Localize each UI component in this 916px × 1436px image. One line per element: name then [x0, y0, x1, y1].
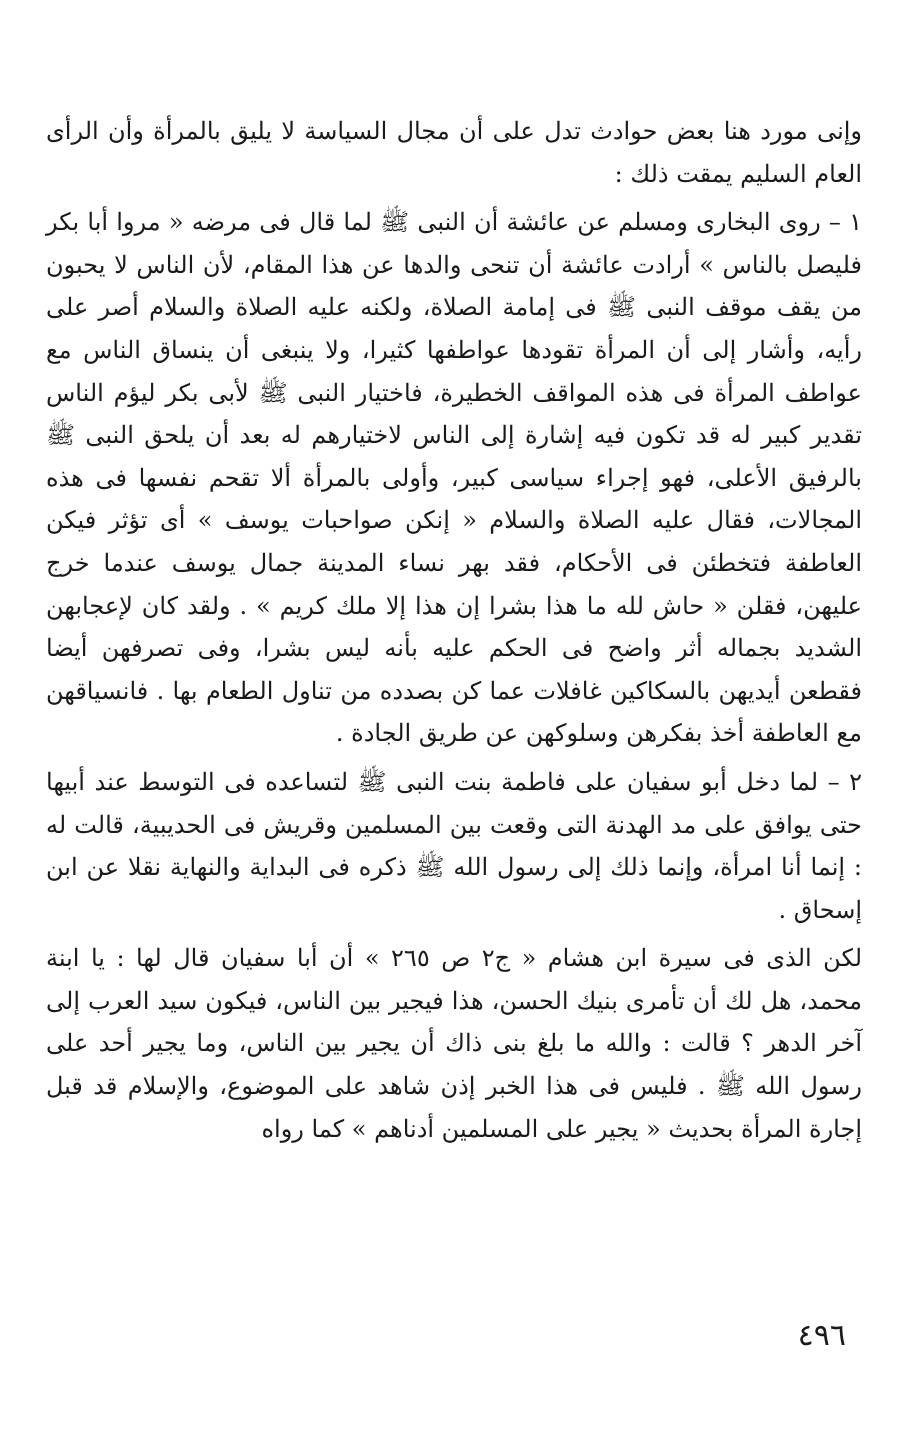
- paragraph-point-1: ١ – روى البخارى ومسلم عن عائشة أن النبى ﷺ لما قال فى مرضه « مروا أبا بكر فليصل بالناس » أرادت عائشة أن تنحى والدها عن هذا المقام، لأن الناس لا يحبون من يقف موقف النبى ﷺ فى إمامة الصلاة، ولكنه عليه الصلاة والسلام أصر على رأيه، وأشار إلى أن المرأة تقودها عواطفها كثيرا، ولا ينبغى أن ينساق الناس مع عواطف المرأة فى هذه المواقف الخطيرة، فاختيار النبى ﷺ لأبى بكر ليؤم الناس تقدير كبير له قد تكون فيه إشارة إلى الناس لاختيارهم له بعد أن يلحق النبى ﷺ بالرفيق الأعلى، فهو إجراء سياسى كبير، وأولى بالمرأة ألا تقحم نفسها فى هذه المجالات، فقال عليه الصلاة والسلام « إنكن صواحبات يوسف » أى تؤثر فيكن العاطفة فتخطئن فى الأحكام، فقد بهر نساء المدينة جمال يوسف عندما خرج عليهن، فقلن « حاش لله ما هذا بشرا إن هذا إلا ملك كريم » . ولقد كان لإعجابهن الشديد بجماله أثر واضح فى الحكم عليه بأنه ليس بشرا، وفى تصرفهن أيضا فقطعن أيديهن بالسكاكين غافلات عما كن بصدده من تناول الطعام بها . فانسياقهن مع العاطفة أخذ بفكرهن وسلوكهن عن طريق الجادة .: [46, 208, 862, 748]
- paragraph-point-2: ٢ – لما دخل أبو سفيان على فاطمة بنت النبى ﷺ لتساعده فى التوسط عند أبيها حتى يوافق على مد الهدنة التى وقعت بين المسلمين وقريش فى الحديبية، قالت له : إنما أنا امرأة، وإنما ذلك إلى رسول الله ﷺ ذكره فى البداية والنهاية نقلا عن ابن إسحاق .: [46, 767, 862, 924]
- paragraph-continuation: لكن الذى فى سيرة ابن هشام « ج٢ ص ٢٦٥ » أن أبا سفيان قال لها : يا ابنة محمد، هل لك أن تأمرى بنيك الحسن، هذا فيجير بين الناس، فيكون سيد العرب إلى آخر الدهر ؟ قالت : والله ما بلغ بنى ذاك أن يجير بين الناس، وما يجير أحد على رسول الله ﷺ . فليس فى هذا الخبر إذن شاهد على الموضوع، والإسلام قد قبل إجارة المرأة بحديث « يجير على المسلمين أدناهم » كما رواه: [46, 944, 863, 1143]
- page-number: ٤٩٦: [797, 1318, 846, 1353]
- paragraph-intro: وإنى مورد هنا بعض حوادث تدل على أن مجال السياسة لا يليق بالمرأة وأن الرأى العام السليم يمقت ذلك :: [46, 117, 862, 188]
- body-text: [46, 110, 862, 1150]
